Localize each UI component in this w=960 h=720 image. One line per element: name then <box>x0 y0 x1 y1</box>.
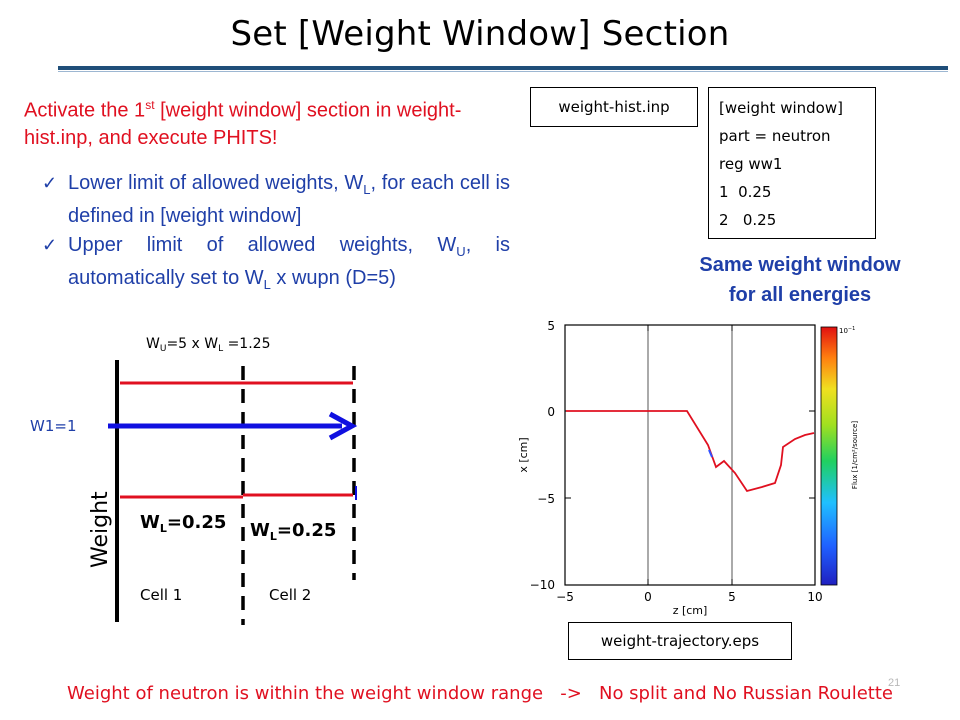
bullet2-pre: Upper limit of allowed weights, W <box>68 234 457 256</box>
wl-label-cell1: $W_L=0.25$ <box>140 512 227 535</box>
footer-conclusion: Weight of neutron is within the weight window range -> No split and No Russian Roulette <box>67 683 893 704</box>
bullet-upper-limit <box>40 232 510 298</box>
y-axis-label: x [cm] <box>517 437 530 473</box>
bullet-lower-limit <box>40 170 510 230</box>
bullet1-pre: Lower limit of allowed weights, W <box>68 172 364 194</box>
note-line: Same weight window <box>699 254 901 276</box>
bullet1-sub: L <box>363 182 371 197</box>
wl-label-cell2: $W_L=0.25$ <box>250 520 337 543</box>
bullet2-mid: , is automatically set to W <box>68 234 510 289</box>
activate-text-post: [weight window] section in weight-hist.inp, and execute PHITS! <box>24 99 462 149</box>
input-line: part = neutron <box>719 127 831 145</box>
weight-axis-label: Weight <box>88 491 113 568</box>
trajectory-file-label: weight-trajectory.eps <box>568 622 792 660</box>
input-line: 1 0.25 <box>719 183 772 201</box>
ytick-label: 5 <box>547 319 555 333</box>
weight-window-input-box <box>708 87 876 239</box>
bullet1-post: , for each cell is defined in [weight window] <box>68 172 510 227</box>
page-number: 21 <box>888 677 901 689</box>
xtick-label: 5 <box>728 590 736 604</box>
weight-window-diagram <box>30 330 390 630</box>
title-divider <box>58 66 948 70</box>
note-line: for all energies <box>728 284 872 306</box>
ytick-label: −5 <box>537 492 555 506</box>
input-file-label: weight-hist.inp <box>530 87 698 127</box>
w1-label: W1=1 <box>30 417 77 435</box>
same-weight-window-note <box>660 250 940 310</box>
weight-trajectory-plot <box>505 305 865 615</box>
wu-label: $W_U=5$ x $W_L =1.25$ <box>146 336 271 354</box>
check-icon: ✓ <box>42 173 58 193</box>
bullet2-sub1: U <box>456 244 466 259</box>
colorbar <box>821 327 837 585</box>
colorbar-label: Flux [1/cm²/source] <box>851 420 859 490</box>
bullet-list <box>40 170 510 300</box>
title-divider-thin <box>58 71 948 72</box>
x-axis-label: z [cm] <box>672 604 708 617</box>
colorbar-top-label: $10^{-1}$ <box>839 326 856 335</box>
ytick-label: −10 <box>529 578 555 592</box>
check-icon: ✓ <box>42 235 58 255</box>
plot-frame <box>565 325 815 585</box>
activate-text-pre: Activate the 1 <box>24 99 146 122</box>
bullet2-sub2: L <box>263 277 271 292</box>
xtick-label: 0 <box>644 590 652 604</box>
input-line: reg ww1 <box>719 155 783 173</box>
ytick-label: 0 <box>547 405 555 419</box>
cell2-label: Cell 2 <box>269 586 312 604</box>
activate-text-sup: st <box>145 98 155 112</box>
activate-instruction <box>24 92 504 152</box>
cell1-label: Cell 1 <box>140 586 183 604</box>
xtick-label: −5 <box>556 590 574 604</box>
xtick-label: 10 <box>807 590 823 604</box>
input-line: [weight window] <box>719 99 843 117</box>
bullet2-post: x wupn (D=5) <box>270 267 396 289</box>
input-line: 2 0.25 <box>719 211 777 229</box>
page-title: Set [Weight Window] Section <box>230 14 730 54</box>
